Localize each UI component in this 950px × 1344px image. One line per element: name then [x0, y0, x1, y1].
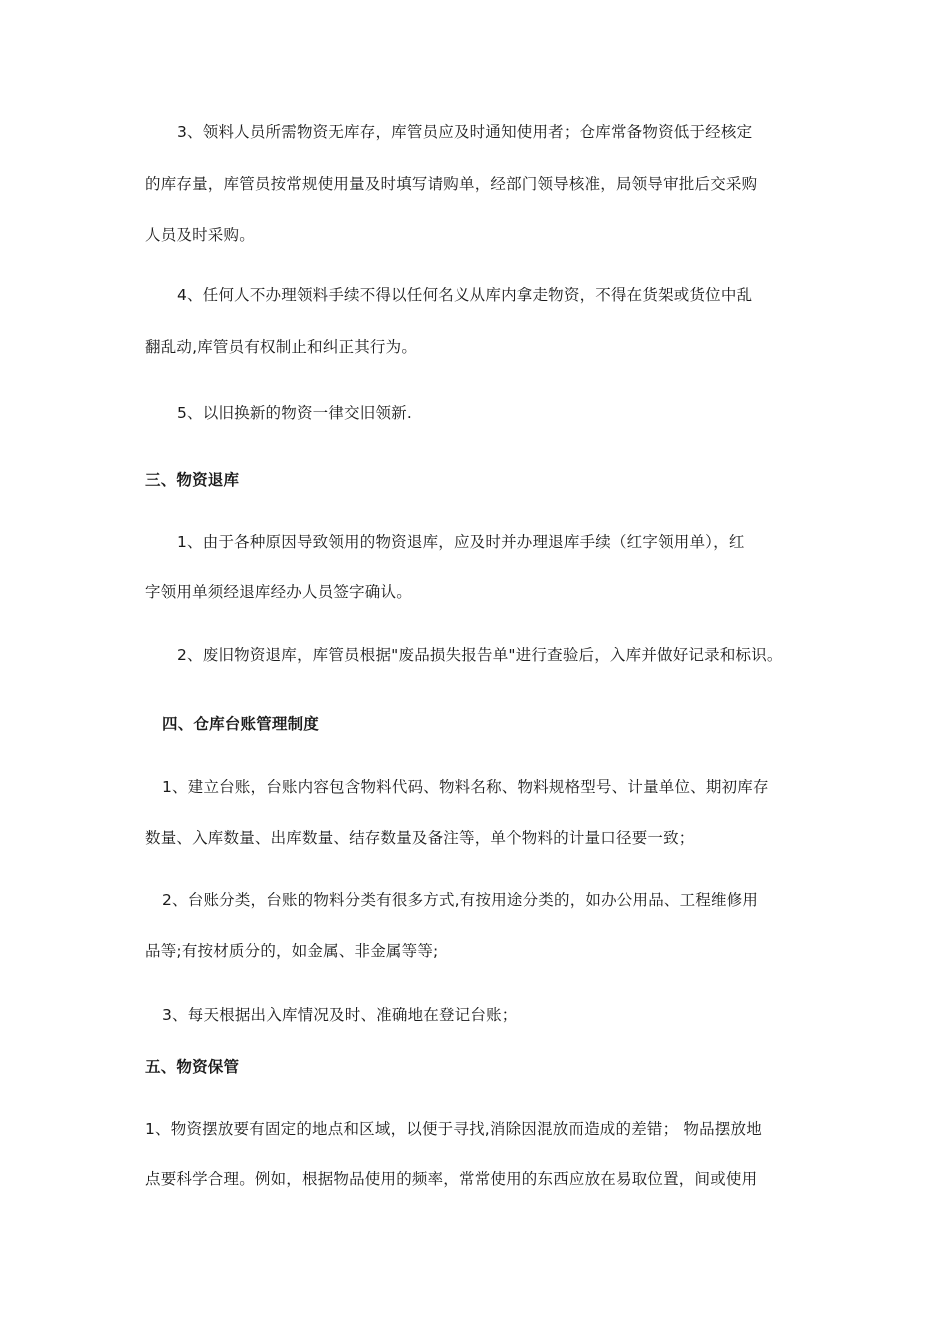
paragraph-ledger-2-line-2: 品等;有按材质分的，如金属、非金属等等;	[145, 942, 439, 960]
paragraph-return-1-line-1: 1、由于各种原因导致领用的物资退库，应及时并办理退库手续（红字领用单），红	[177, 533, 745, 551]
paragraph-ledger-1-line-2: 数量、入库数量、出库数量、结存数量及备注等，单个物料的计量口径要一致；	[145, 829, 695, 847]
paragraph-receive-4-line-2: 翻乱动,库管员有权制止和纠正其行为。	[145, 338, 418, 356]
paragraph-storage-1-line-1: 1、物资摆放要有固定的地点和区域，以便于寻找,消除因混放而造成的差错； 物品摆放地	[145, 1120, 762, 1138]
paragraph-ledger-3-line-1: 3、每天根据出入库情况及时、准确地在登记台账；	[162, 1006, 518, 1024]
paragraph-receive-3-line-2: 的库存量，库管员按常规使用量及时填写请购单，经部门领导核准，局领导审批后交采购	[145, 175, 758, 193]
heading-ledger: 四、仓库台账管理制度	[162, 715, 320, 733]
paragraph-ledger-2-line-1: 2、台账分类，台账的物料分类有很多方式,有按用途分类的，如办公用品、工程维修用	[162, 891, 759, 909]
paragraph-receive-4-line-1: 4、任何人不办理领料手续不得以任何名义从库内拿走物资，不得在货架或货位中乱	[177, 286, 753, 304]
paragraph-receive-3-line-1: 3、领料人员所需物资无库存，库管员应及时通知使用者；仓库常备物资低于经核定	[177, 123, 753, 141]
paragraph-receive-5-line-1: 5、以旧换新的物资一律交旧领新.	[177, 404, 412, 422]
heading-storage: 五、物资保管	[145, 1058, 240, 1076]
paragraph-return-1-line-2: 字领用单须经退库经办人员签字确认。	[145, 583, 412, 601]
paragraph-receive-3-line-3: 人员及时采购。	[145, 226, 255, 244]
paragraph-ledger-1-line-1: 1、建立台账，台账内容包含物料代码、物料名称、物料规格型号、计量单位、期初库存	[162, 778, 769, 796]
paragraph-return-2-line-1: 2、废旧物资退库，库管员根据"废品损失报告单"进行查验后，入库并做好记录和标识。	[177, 646, 783, 664]
paragraph-storage-1-line-2: 点要科学合理。例如，根据物品使用的频率，常常使用的东西应放在易取位置，间或使用	[145, 1170, 758, 1188]
heading-return: 三、物资退库	[145, 471, 240, 489]
